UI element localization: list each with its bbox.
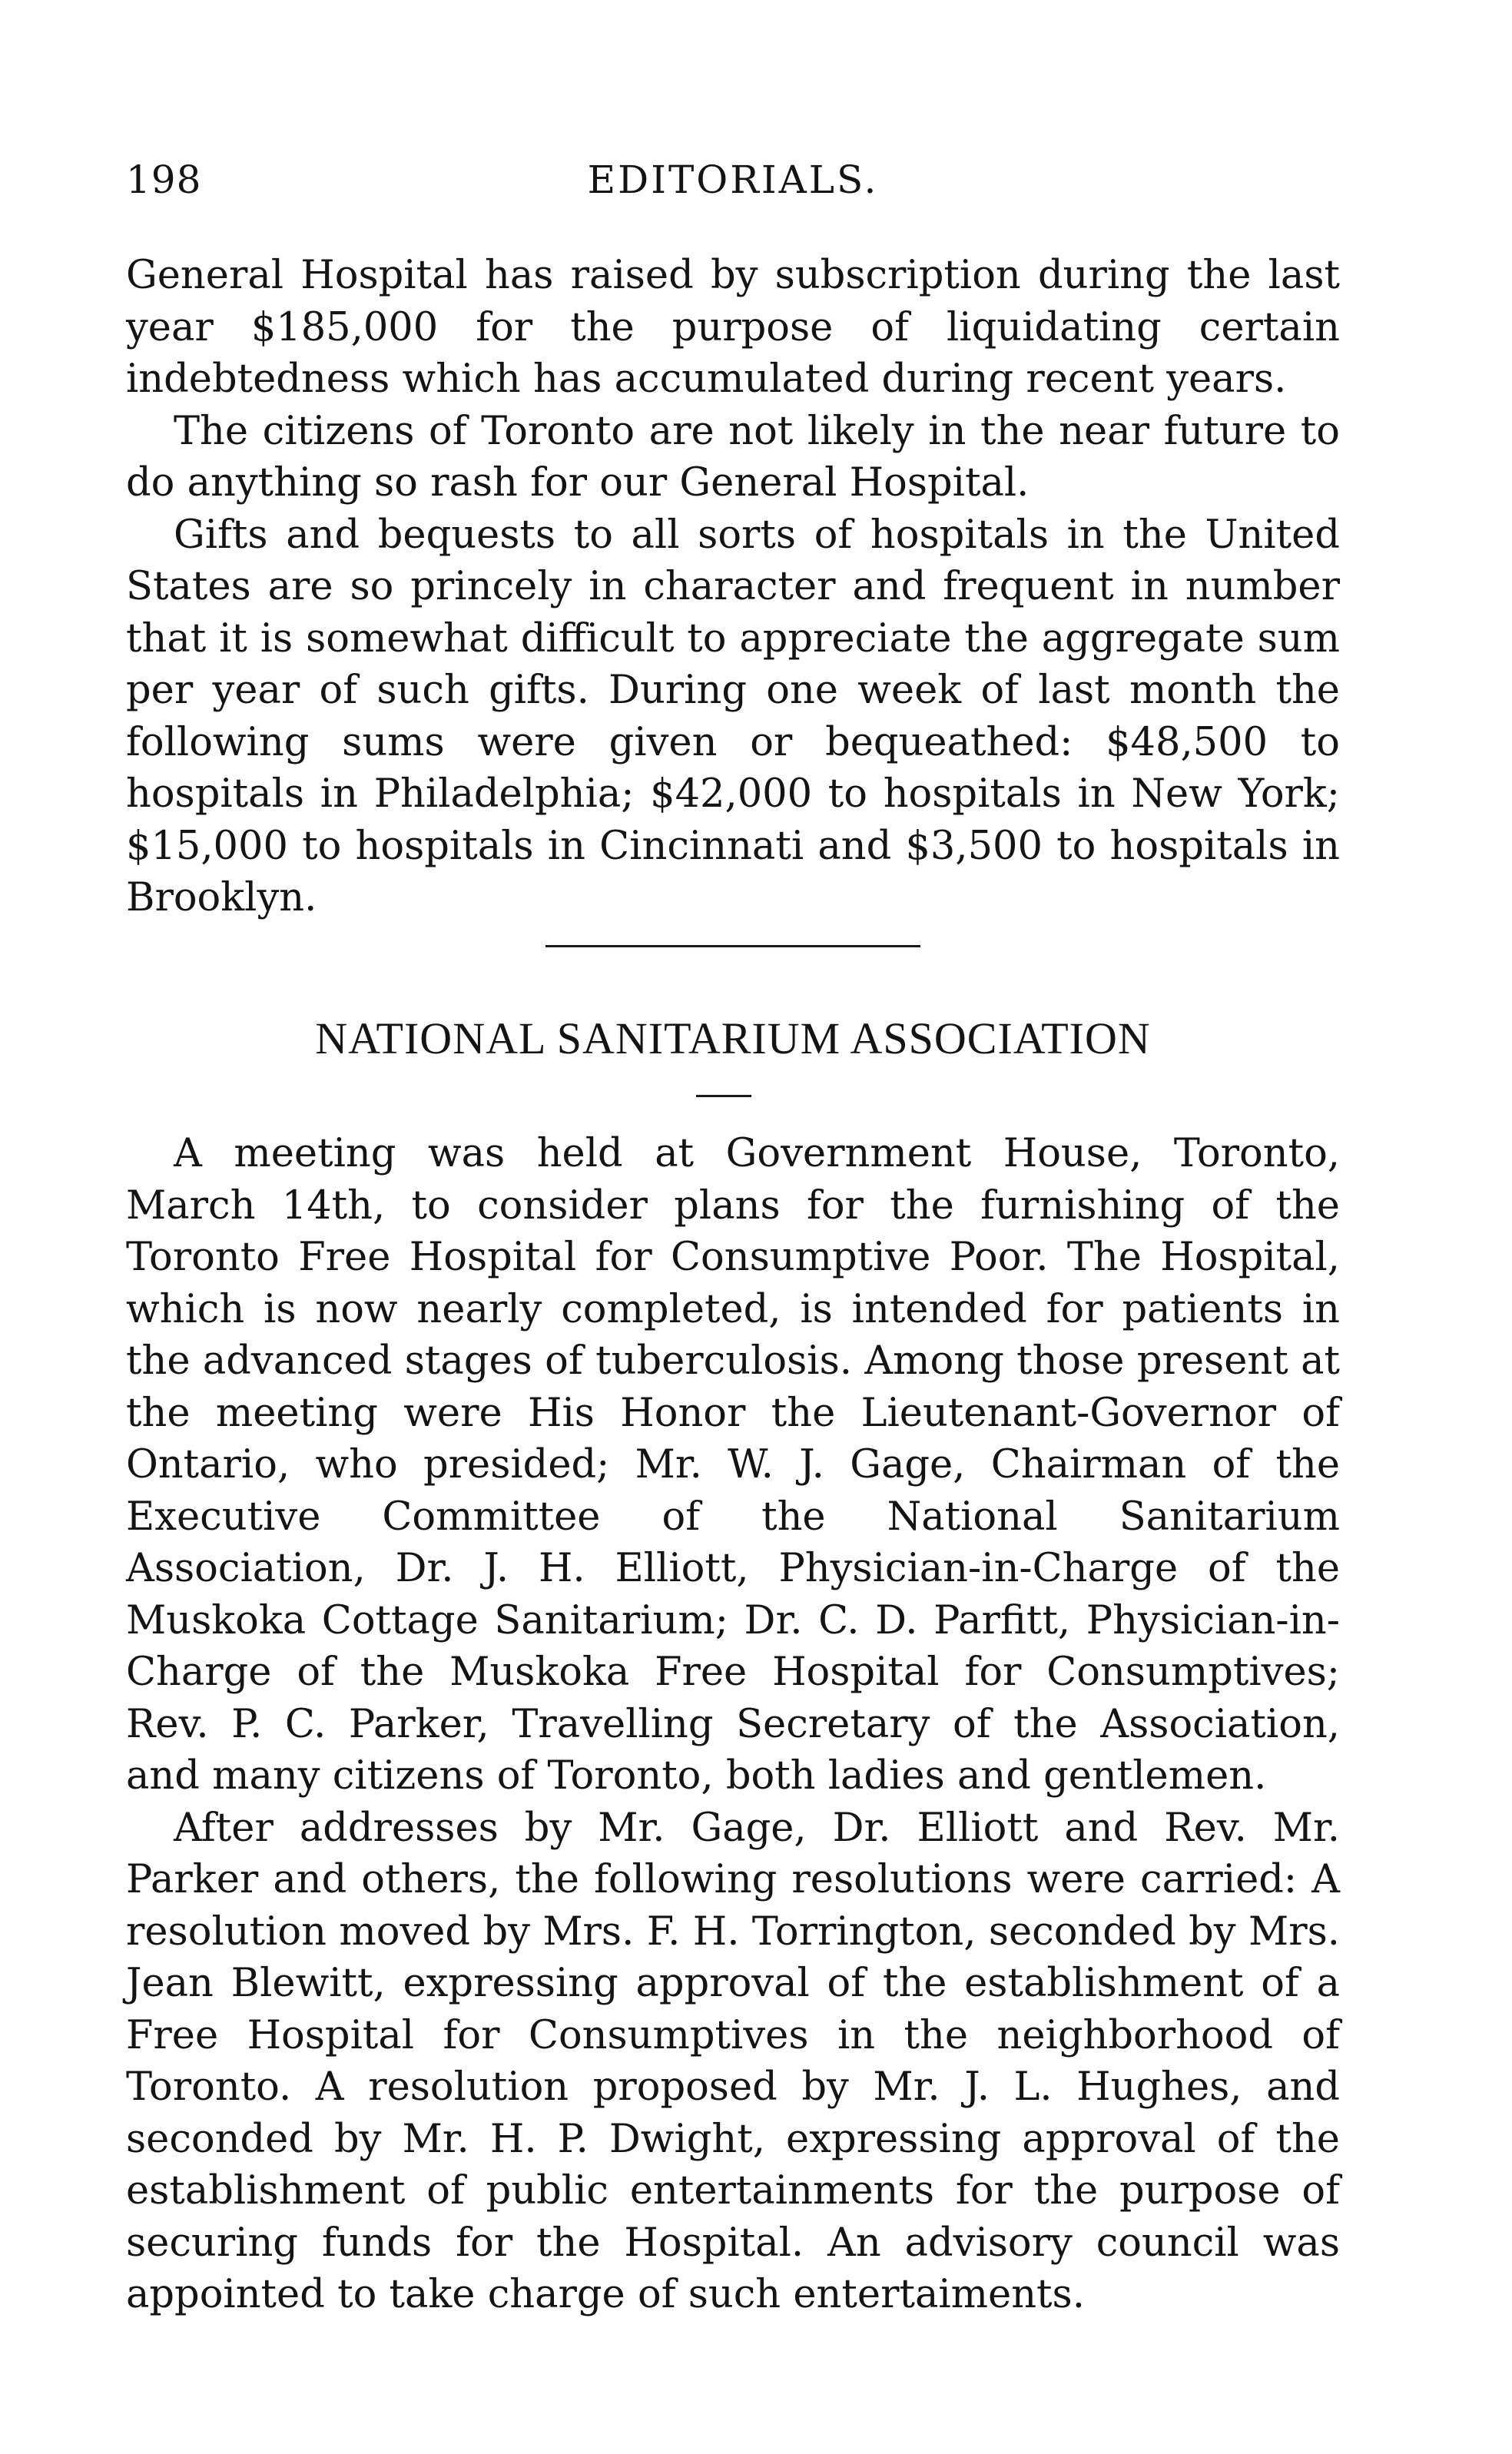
page-number: 198 xyxy=(126,158,202,202)
paragraph: After addresses by Mr. Gage, Dr. Elliott and Rev. Mr. Parker and others, the following resolutions were carried: A resolution moved by Mrs. F. H. Torrington, seconded by Mrs. Jean Blewitt, expressing approval of the establishment of a Free Hospital for Consumptives in the neighborhood of Toronto. A resolution proposed by Mr. J. L. Hughes, and seconded by Mr. H. P. Dwight, expressing approval of the establishment of public entertainments for the purpose of securing funds for the Hospital. An advisory council was appointed to take charge of such entertaiments. xyxy=(126,1805,1340,2317)
paragraph-continued: General Hospital has raised by subscription during the last year $185,000 for the purpose of liquidating certain indebtedness which has accumulated during recent years. xyxy=(126,253,1340,402)
article-body xyxy=(126,1128,1340,2321)
article-title: NATIONAL SANITARIUM ASSOCIATION xyxy=(315,1013,1151,1063)
paragraph: The citizens of Toronto are not likely in the near future to do anything so rash for our General Hospital. xyxy=(126,408,1340,506)
running-title: EDITORIALS. xyxy=(587,158,879,202)
section-divider xyxy=(545,945,920,947)
paragraph: A meeting was held at Government House, Toronto, March 14th, to consider plans for the furnishing of the Toronto Free Hospital for Consumptive Poor. The Hospital, which is now nearly completed, is intended for patients in the advanced stages of tuberculosis. Among those present at the meeting were His Honor the Lieutenant-Governor of Ontario, who presided; Mr. W. J. Gage, Chairman of the Executive Committee of the National Sanitarium Association, Dr. J. H. Elliott, Physician-in-Charge of the Muskoka Cottage Sanitarium; Dr. C. D. Parfitt, Physician-in-Charge of the Muskoka Free Hospital for Consumptives; Rev. P. C. Parker, Travelling Secretary of the Association, and many citizens of Toronto, both ladies and gentlemen. xyxy=(126,1131,1340,1799)
continued-editorial xyxy=(126,250,1340,924)
title-underline xyxy=(696,1095,751,1097)
paragraph: Gifts and bequests to all sorts of hospitals in the United States are so princely in character and frequent in number that it is somewhat difficult to appreciate the aggregate sum per year of such gifts. During one week of last month the following sums were given or bequeathed: $48,500 to hospitals in Philadelphia; $42,000 to hospitals in New York; $15,000 to hospitals in Cincinnati and $3,500 to hospitals in Brooklyn. xyxy=(126,512,1340,920)
running-head xyxy=(126,158,1340,211)
